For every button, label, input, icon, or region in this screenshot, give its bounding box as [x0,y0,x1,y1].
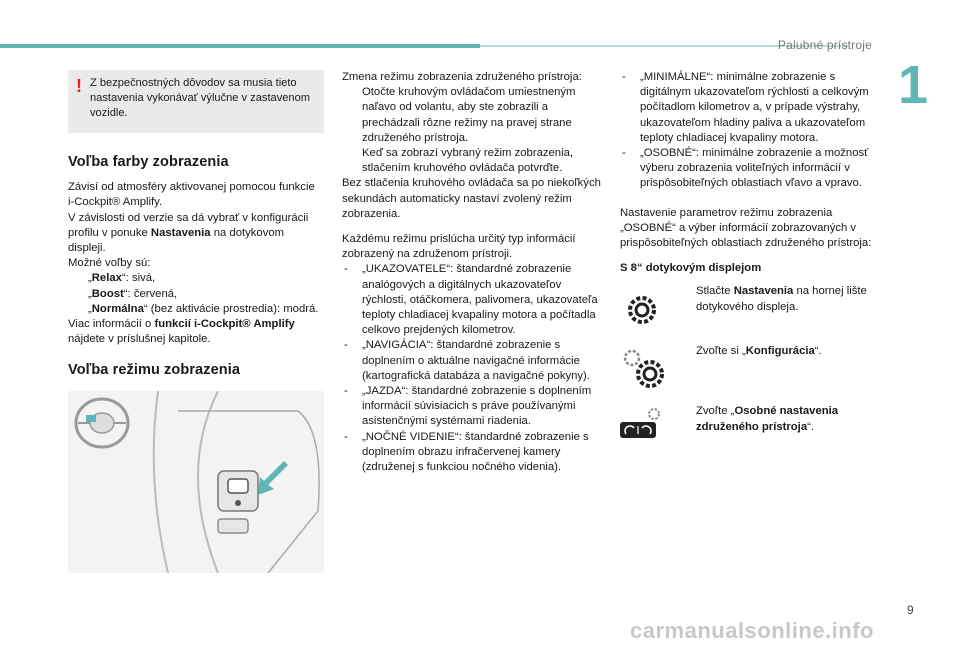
mode-navigacia: - „NAVIGÁCIA“: štandardné zobrazenie s doplnením o aktuálne navigačné informácie (kartografická databáza a navigačné pokyny). [344,339,590,382]
steering-wheel-icon [76,399,128,447]
options-label: Možné voľby sú: [68,257,151,270]
setup-text: Nastavenie parametrov režimu zobrazenia „OSOBNÉ“ a výber informácií zobrazovaných v prispôsobiteľných oblastiach združeného prístroja: [620,206,872,250]
touch-step-configuration: Zvoľte si „Konfigurácia“. [620,344,872,398]
mode-osobne: - „OSOBNÉ“: minimálne zobrazenie a možnosť výberu zobrazenia voliteľných informácií v prispôsobiteľných oblastiach vľavo a vpravo. [622,147,869,190]
mode-change-intro: Zmena režimu zobrazenia združeného prístroja: [342,71,582,83]
touchscreen-subheading: S 8“ dotykovým displejom [620,262,762,275]
touch-step-personal-cluster: Zvoľte „Osobné nastavenia združeného prístroja“. [620,404,872,458]
column-left [68,70,324,573]
color-section-title: Voľba farby zobrazenia [68,154,229,170]
option-boost: „Boost“: červená, [88,287,178,300]
warning-box [68,70,324,133]
mode-section-title: Voľba režimu zobrazenia [68,362,240,379]
column-right [620,70,872,458]
mode-minimalne: - „MINIMÁLNE“: minimálne zobrazenie s digitálnym ukazovateľom rýchlosti a celkovým počítadlom kilometrov a, v prípade výstrahy, ukazovateľom hladiny paliva a ukazovateľom teploty chladiacej kvapaliny motora. [622,71,869,144]
color-intro: Závisí od atmosféry aktivovanej pomocou funkcie i-Cockpit® Amplify. [68,181,315,209]
warning-icon: ! [76,76,82,96]
touch-steps [620,284,872,458]
column-middle [342,70,604,475]
arrow-icon [258,461,288,495]
option-relax: „Relax“: sivá, [88,272,156,285]
mode-step-confirm: Keď sa zobrazí vybraný režim zobrazenia, stlačením kruhového ovládača potvrďte. [362,147,574,175]
touch-step-settings: Stlačte Nastavenia na hornej lište dotykového displeja. [620,284,872,338]
mode-nocne-videnie: - „NOČNÉ VIDENIE“: štandardné zobrazenie s doplnením obrazu infračervenej kamery (združenej s funkciou nočného videnia). [344,430,589,474]
header-accent-bar [0,44,480,48]
color-intro-2: V závislosti od verzie sa dá vybrať v konfigurácii profilu v ponuke Nastavenia na dotykovom displeji. [68,211,309,255]
steering-illustration [68,391,324,573]
mode-step-rotate: Otočte kruhovým ovládačom umiestneným naľavo od volantu, aby ste zobrazili a prechádzali rôzne režimy na pravej strane združeného prístroja. [362,86,576,144]
warning-text: Z bezpečnostných dôvodov sa musia tieto nastavenia vykonávať výlučne v zastavenom vozidle. [90,77,310,119]
chapter-number: 1 [898,55,929,115]
section-title: Palubné prístroje [777,38,872,52]
more-info: Viac informácií o funkcií i-Cockpit® Amplify nájdete v príslušnej kapitole. [68,318,295,346]
mode-note: Bez stlačenia kruhového ovládača sa po niekoľkých sekundách automaticky nastaví zvolený režim zobrazenia. [342,177,601,220]
page-number: 9 [907,603,914,617]
modes-intro: Každému režimu prislúcha určitý typ informácií zobrazený na združenom prístroji. [342,233,576,261]
gears-icon [620,344,680,392]
mode-jazda: - „JAZDA“: štandardné zobrazenie s doplnením informácií súvisiacich s práve používanými asistenčnými systémami riadenia. [344,385,592,428]
gear-icon [620,284,680,332]
mode-ukazovatele: - „UKAZOVATELE“: štandardné zobrazenie analógových a digitálnych ukazovateľov rýchlosti, otáčkomera, palivomera, ukazovateľa teploty chladiacej kvapaliny motora a počítadla celkovo prejdených kilometrov. [344,263,598,337]
watermark: carmanualsonline.info [630,618,874,643]
cluster-gear-icon [620,404,680,452]
option-normal: „Normálna“ (bez aktivácie prostredia): modrá. [88,302,319,315]
